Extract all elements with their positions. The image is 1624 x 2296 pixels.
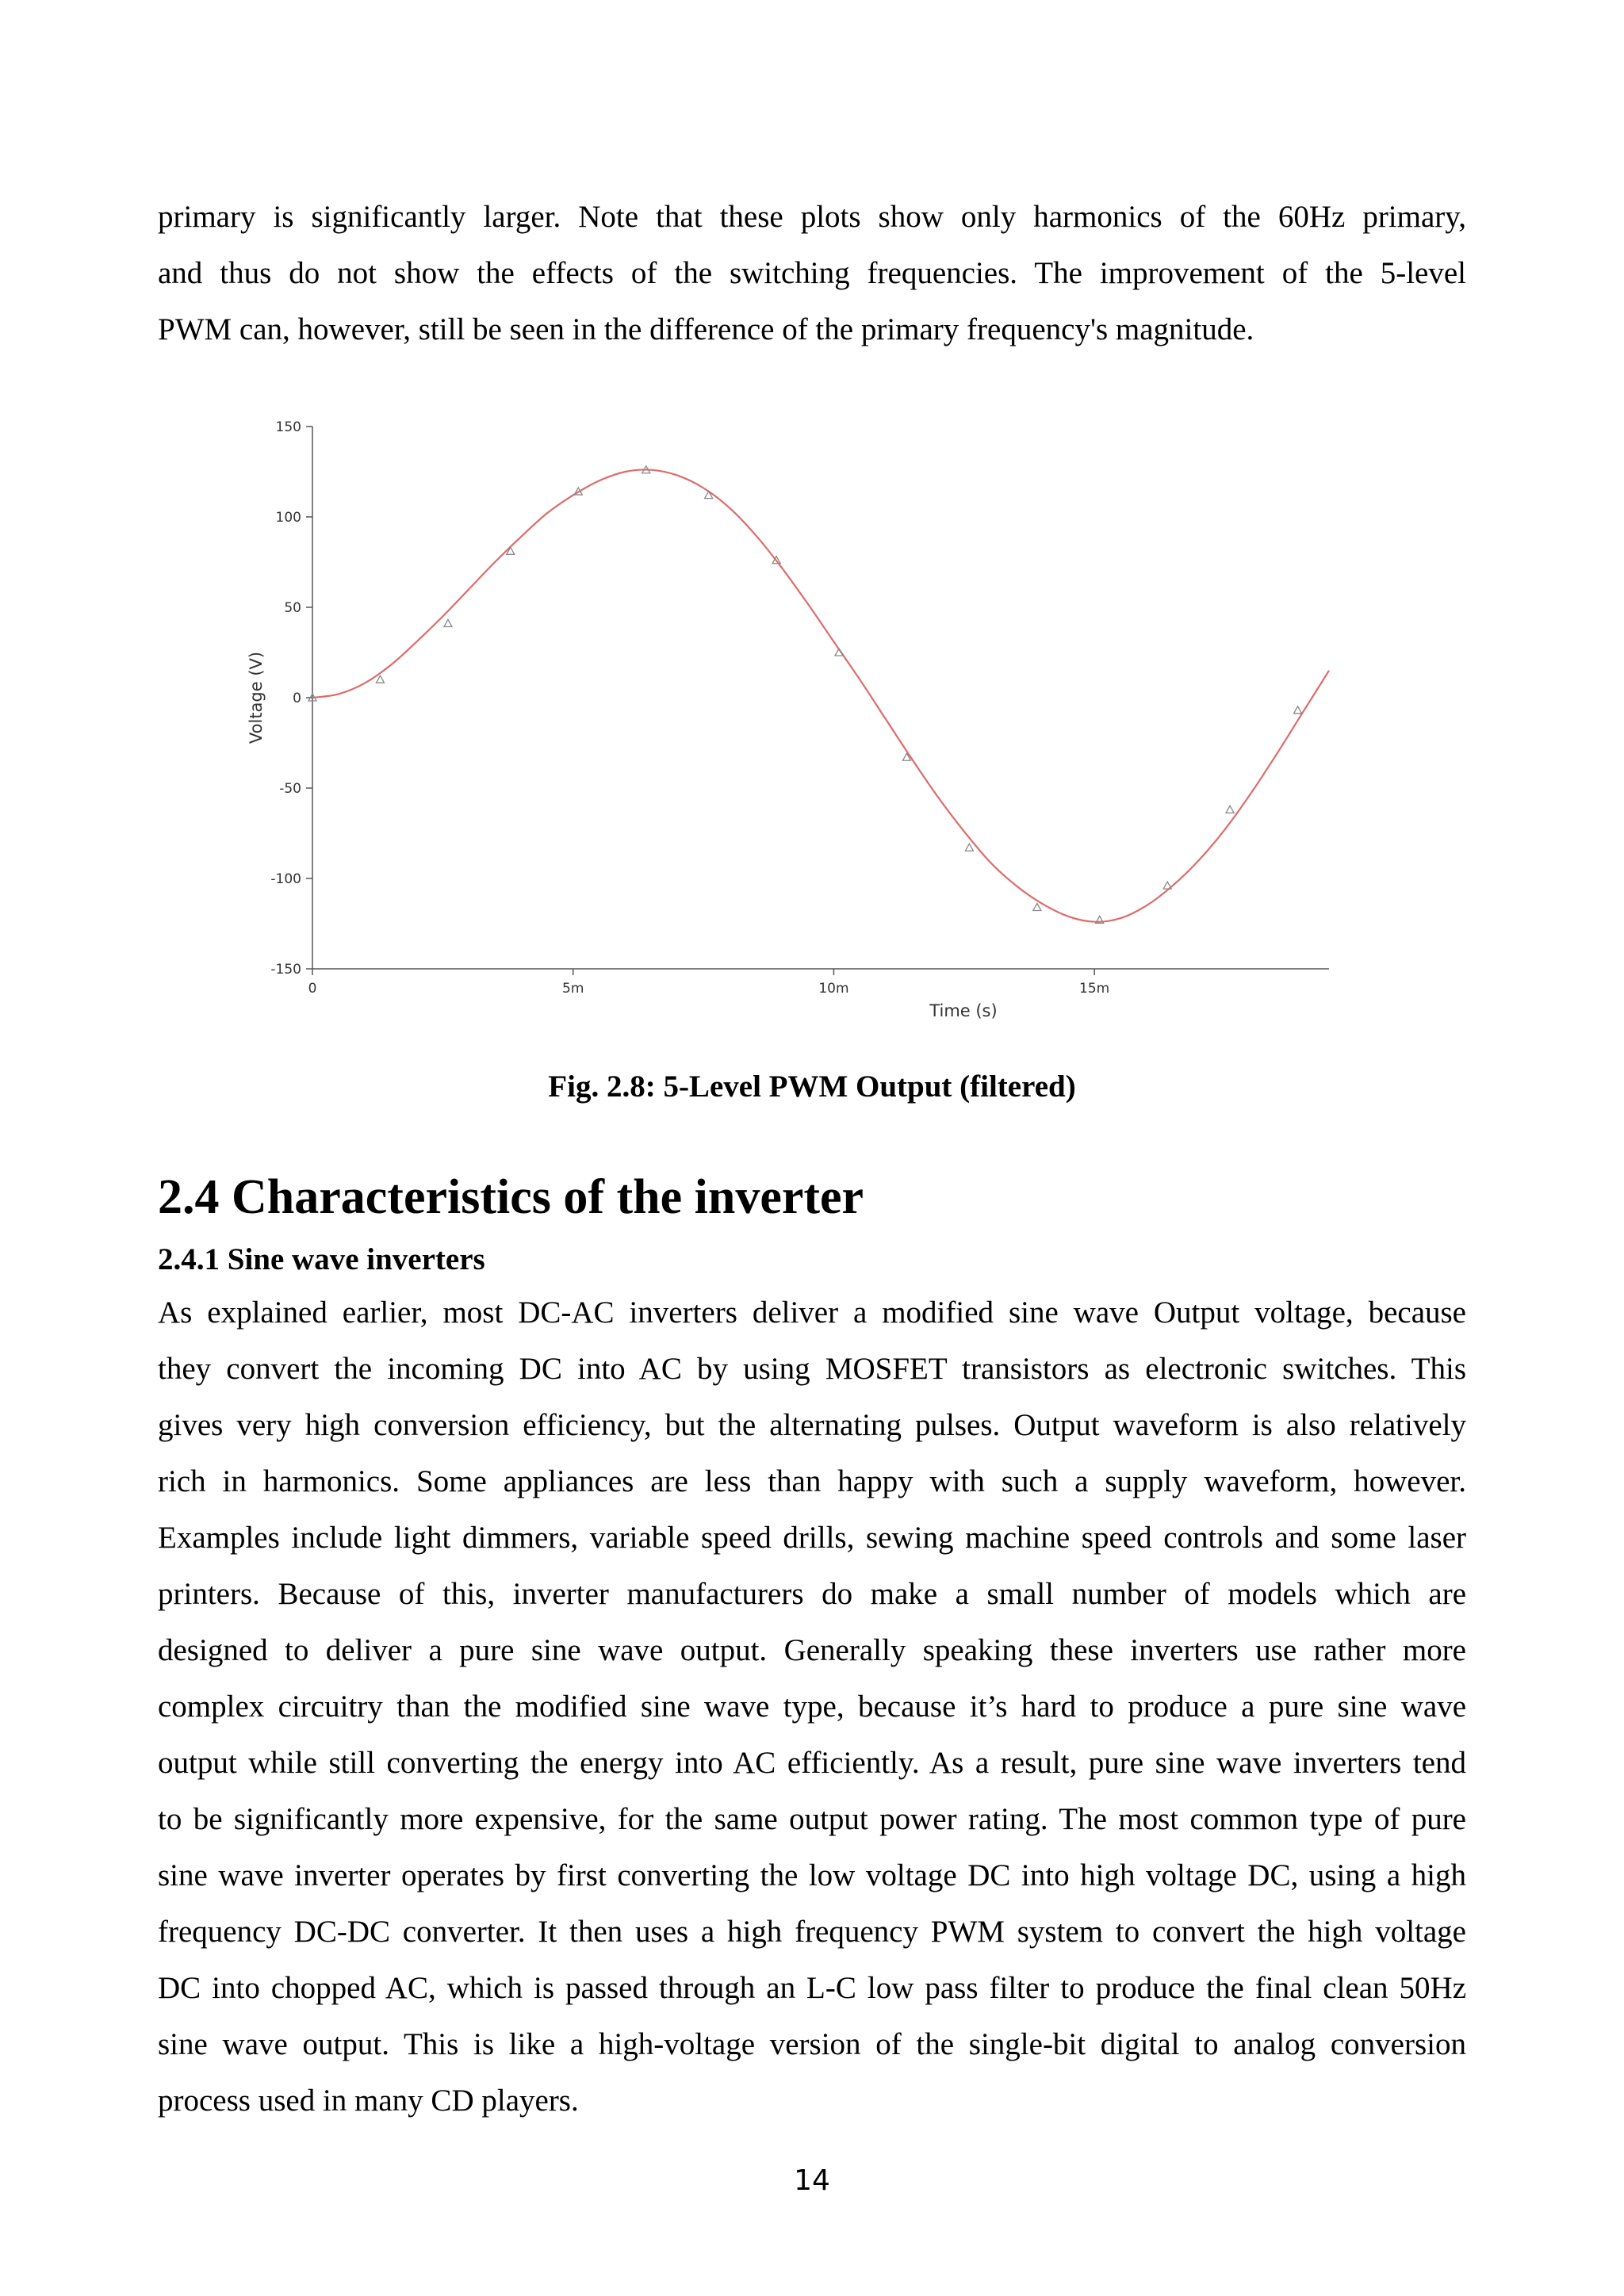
- y-tick-label: 150: [275, 419, 301, 435]
- subsection-heading: 2.4.1 Sine wave inverters: [158, 1242, 485, 1276]
- text-line: sine wave inverter operates by first converting the low voltage DC into high voltage DC, using a high: [158, 1858, 1466, 1892]
- text-line: process used in many CD players.: [158, 2084, 579, 2118]
- text-line: rich in harmonics. Some appliances are less than happy with such a supply waveform, however.: [158, 1464, 1466, 1498]
- text-line: to be significantly more expensive, for the same output power rating. The most common type of pure: [158, 1802, 1466, 1836]
- text-line: As explained earlier, most DC-AC inverters deliver a modified sine wave Output voltage, because: [158, 1295, 1466, 1330]
- series-line-voltage: [312, 469, 1329, 921]
- section-heading: 2.4 Characteristics of the inverter: [158, 1170, 864, 1224]
- text-line: primary is significantly larger. Note that these plots show only harmonics of the 60Hz primary,: [158, 200, 1466, 234]
- data-point-marker: [1033, 903, 1041, 910]
- text-line: PWM can, however, still be seen in the difference of the primary frequency's magnitude.: [158, 312, 1254, 346]
- data-point-marker: [1226, 806, 1234, 813]
- y-axis-title: Voltage (V): [247, 651, 266, 744]
- data-point-marker: [965, 844, 973, 851]
- x-axis-title: Time (s): [929, 1001, 998, 1020]
- text-line: printers. Because of this, inverter manufacturers do make a small number of models which are: [158, 1577, 1466, 1611]
- data-point-marker: [444, 620, 452, 627]
- y-tick-label: 100: [275, 510, 301, 526]
- x-tick-label: 5m: [562, 981, 584, 997]
- y-tick-label: -150: [270, 962, 301, 978]
- y-tick-label: 50: [284, 600, 301, 616]
- text-line: frequency DC-DC converter. It then uses a high frequency PWM system to convert the high voltage: [158, 1915, 1466, 1949]
- text-line: designed to deliver a pure sine wave output. Generally speaking these inverters use rather more: [158, 1633, 1466, 1667]
- data-point-marker: [1294, 706, 1302, 714]
- x-tick-label: 15m: [1079, 981, 1110, 997]
- text-line: complex circuitry than the modified sine wave type, because it’s hard to produce a pure sine wave: [158, 1689, 1466, 1724]
- line-chart: [238, 412, 1340, 1031]
- x-tick-label: 0: [308, 981, 317, 997]
- x-tick-label: 10m: [818, 981, 849, 997]
- text-line: sine wave output. This is like a high-voltage version of the single-bit digital to analog conversion: [158, 2027, 1466, 2061]
- page-number: 14: [794, 2164, 830, 2197]
- y-tick-label: -50: [279, 781, 301, 797]
- text-line: they convert the incoming DC into AC by using MOSFET transistors as electronic switches. This: [158, 1352, 1466, 1386]
- data-point-marker: [376, 675, 384, 683]
- figure-caption: Fig. 2.8: 5-Level PWM Output (filtered): [548, 1070, 1076, 1104]
- body-paragraph: [158, 1284, 1466, 2129]
- y-tick-label: -100: [270, 871, 301, 887]
- y-tick-label: 0: [293, 691, 301, 706]
- text-line: output while still converting the energy into AC efficiently. As a result, pure sine wave inverters tend: [158, 1746, 1466, 1780]
- text-line: DC into chopped AC, which is passed through an L-C low pass filter to produce the final clean 50Hz: [158, 1971, 1466, 2005]
- text-line: gives very high conversion efficiency, but the alternating pulses. Output waveform is also relatively: [158, 1408, 1466, 1442]
- intro-paragraph: [158, 189, 1466, 358]
- text-line: Examples include light dimmers, variable speed drills, sewing machine speed controls and some laser: [158, 1521, 1466, 1555]
- figure-chart: [238, 412, 1340, 1031]
- text-line: and thus do not show the effects of the switching frequencies. The improvement of the 5-level: [158, 256, 1466, 290]
